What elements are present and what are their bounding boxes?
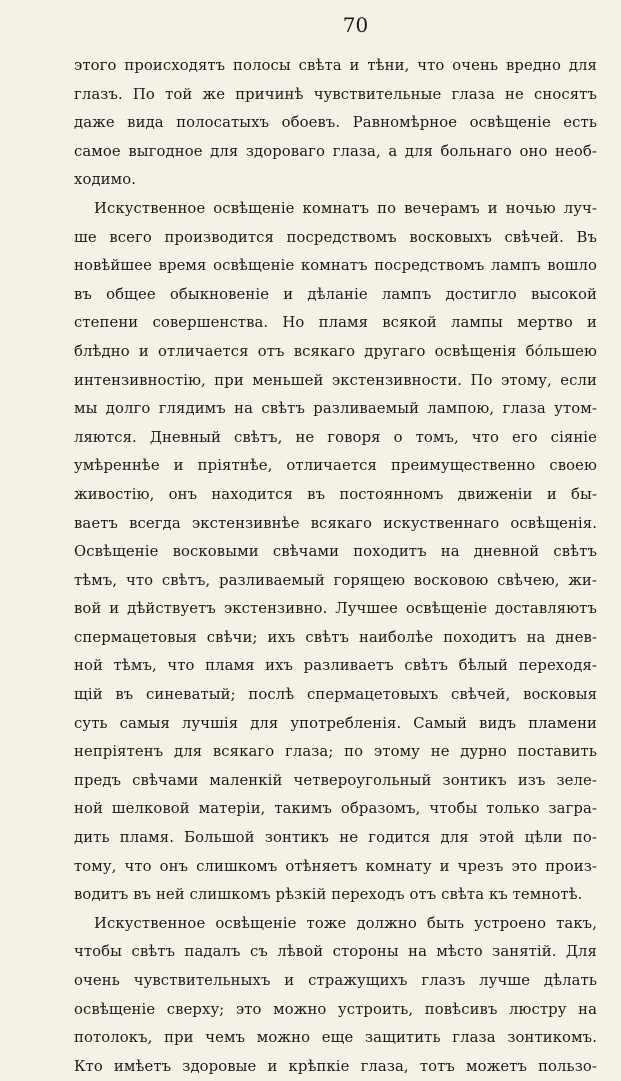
text-line: тѣмъ, что свѣтъ, разливаемый горящею восковою свѣчею, жи- [74, 571, 597, 589]
text-line: очень чувствительныхъ и стражущихъ глазъ лучше дѣлать [74, 972, 597, 989]
text-line: освѣщеніе сверху; это можно устроить, повѣсивъ люстру на [74, 1000, 597, 1018]
text-line: блѣдно и отличается отъ всякаго другаго освѣщенія бо́льшею [74, 342, 597, 360]
text-line: ваетъ всегда экстензивнѣе всякаго искуственнаго освѣщенія. [74, 514, 597, 532]
text-line: ляются. Дневный свѣтъ, не говоря о томъ, что его сіяніе [74, 428, 597, 446]
text-line: степени совершенства. Но пламя всякой лампы мертво и [74, 314, 597, 332]
text-line: тому, что онъ слишкомъ отѣняетъ комнату и чрезъ это произ- [74, 857, 597, 875]
text-line: глазъ. По той же причинѣ чувствительные глаза не сносятъ [74, 85, 597, 103]
text-line: водитъ въ ней слишкомъ рѣзкій переходъ отъ свѣта къ темнотѣ. [74, 886, 583, 904]
text-line: Кто имѣетъ здоровые и крѣпкіе глаза, тотъ можетъ пользо- [74, 1057, 597, 1075]
text-line: умѣреннѣе и пріятнѣе, отличается преимущественно своею [74, 457, 597, 475]
text-line: непріятенъ для всякаго глаза; по этому не дурно поставить [74, 743, 597, 761]
text-line: даже вида полосатыхъ обоевъ. Равномѣрное освѣщеніе есть [74, 114, 597, 132]
text-line: суть самыя лучшія для употребленія. Самый видъ пламени [74, 714, 597, 732]
text-line: ше всего производится посредствомъ восковыхъ свѣчей. Въ [74, 228, 597, 246]
text-line: ной шелковой матеріи, такимъ образомъ, чтобы только загра- [74, 800, 597, 818]
text-line: щій въ синеватый; послѣ спермацетовыхъ свѣчей, восковыя [74, 686, 597, 704]
text-line: Искуственное освѣщеніе комнатъ по вечерамъ и ночью луч- [94, 199, 597, 217]
text-line: ной тѣмъ, что пламя ихъ разливаетъ свѣтъ бѣлый переходя- [74, 657, 597, 675]
text-line: живостію, онъ находится въ постоянномъ движеніи и бы- [74, 485, 597, 503]
page-number: 70 [342, 13, 369, 37]
text-line: интензивностію, при меньшей экстензивности. По этому, если [74, 371, 597, 389]
text-line: вой и дѣйствуетъ экстензивно. Лучшее освѣщеніе доставляютъ [74, 600, 597, 618]
text-line: потолокъ, при чемъ можно еще защитить глаза зонтикомъ. [74, 1029, 597, 1047]
text-line: чтобы свѣтъ падалъ съ лѣвой стороны на мѣсто занятій. Для [74, 943, 597, 961]
text-line: Искуственное освѣщеніе тоже должно быть устроено такъ, [94, 914, 597, 932]
text-line: этого происходятъ полосы свѣта и тѣни, что очень вредно для [74, 57, 597, 74]
paragraph-2 [74, 195, 597, 910]
text-line: въ общее обыкновеніе и дѣланіе лампъ достигло высокой [74, 285, 597, 303]
text-line: новѣйшее время освѣщеніе комнатъ посредствомъ лампъ вошло [74, 257, 597, 275]
text-line: мы долго глядимъ на свѣтъ разливаемый лампою, глаза утом- [74, 400, 597, 418]
text-line: дить пламя. Большой зонтикъ не годится для этой цѣли по- [74, 829, 597, 847]
paragraph-1 [74, 52, 597, 195]
text-line: предъ свѣчами маленкій четвероугольный зонтикъ изъ зеле- [74, 771, 597, 789]
paragraph-3 [74, 910, 597, 1081]
text-line: спермацетовыя свѣчи; ихъ свѣтъ наиболѣе походитъ на днев- [74, 628, 597, 646]
text-line: Освѣщеніе восковыми свѣчами походитъ на дневной свѣтъ [74, 543, 597, 561]
text-line: самое выгодное для здороваго глаза, а для больнаго оно необ- [74, 142, 597, 160]
text-line: ходимо. [74, 171, 137, 189]
